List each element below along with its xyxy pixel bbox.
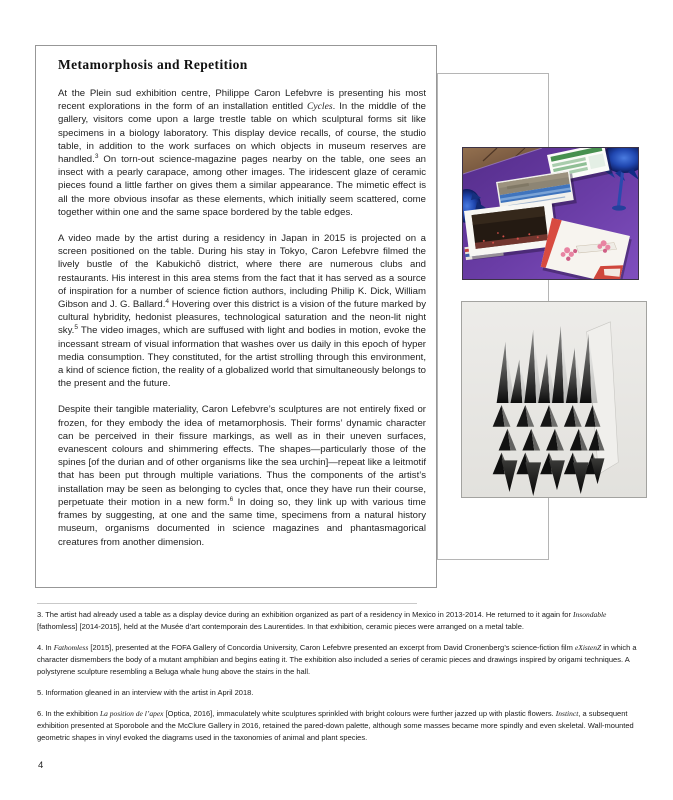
- article-title: Metamorphosis and Repetition: [58, 57, 248, 72]
- page-number: 4: [38, 760, 44, 771]
- article-paragraph-2: A video made by the artist during a residency in Japan in 2015 is projected on a screen positioned on the table. During his stay in Tokyo, Caron Lefebvre filmed the lively bustle of the Kabukichō district, where there are numerous clubs and restaurants. His interest in this area stems from the fact that it has served as a source of inspiration for a number of science fiction authors, including Philip K. Dick, William Gibson and J. G. Ballard.$^4$ Hovering over this district is a vision of the future marked by cultural hybridity, hedonist pleasures, technological saturation and the neon-lit night sky.$^5$ The video images, which are suffused with light and bodies in motion, evoke the incessant stream of visual information that washes over us daily in this epoch of hyper media consumption. They constituted, for the artist strolling through this environment, a kind of science fiction, the reality of a globalized world that simultaneously belongs to the present and the future.: [58, 233, 427, 390]
- footnote-6: 6. In the exhibition La position de l’apex [Optica, 2016], immaculately white sculptures sprinkled with bright colours were further jazzed up with plastic flowers. Instinct, a subsequent exhibition presented at Sporobole and the McClure Gallery in 2016, retained the pared-down palette, although some masses became more spindly and even skeletal. Wall-mounted geometric shapes in vinyl evoked the diagrams used in the taxonomies of animal and plant species.: [37, 709, 634, 742]
- footnote-3: 3. The artist had already used a table as a display device during an exhibition organized as part of a residency in Mexico in 2013-2014. He returned to it again for Insondable [fathomless] [2014-2015], held at the Musée d’art contemporain des Laurentides. In that exhibition, ceramic pieces were arranged on a metal table.: [37, 610, 607, 631]
- origami-drawing-art: [462, 302, 646, 497]
- footnote-5: 5. Information gleaned in an interview with the artist in April 2018.: [37, 688, 254, 697]
- installation-photo: [462, 147, 639, 280]
- article-text-box: [35, 45, 437, 588]
- footnote-4: 4. In Fathomless [2015], presented at the FOFA Gallery of Concordia University, Caron Lefebvre presented an excerpt from David Cronenberg’s science-fiction film eXistenZ in which a character dismembers the body of a mutant amphibian and begins eating it. The exhibition also included a series of ceramic pieces and drawings inspired by origami techniques. A polystyrene sculpture resembling a Beluga whale hung above the stairs in the hall.: [37, 643, 637, 676]
- article-paragraph-3: Despite their tangible materiality, Caron Lefebvre’s sculptures are not entirely fixed or frozen, for they embody the idea of metamorphosis. Their forms’ dynamic character can be perceived in their fissure markings, as well as in their uneven surfaces, evanescent colours and shimmering effects. The shapes—particularly those of the spines [of the durian and of other organisms like the sea urchin]—repeat like a leitmotif that has been put through multiple variations. Thus the components of the artist’s installation may be seen as belonging to cycles that, once they have run their course, perpetuate their motion in a new form.$^6$ In doing so, they link up with various time frames by suggesting, at one and the same time, specimens from a natural history museum, organisms documented in science magazines and phantasmagorical creatures from another dimension.: [58, 404, 426, 548]
- origami-drawing: [461, 301, 647, 498]
- installation-photo-art: [463, 148, 638, 279]
- footnotes: [37, 609, 640, 753]
- article-paragraph-1: At the Plein sud exhibition centre, Philippe Caron Lefebvre is presenting his most recent explorations in the form of an installation entitled Cycles. In the middle of the gallery, visitors come upon a large trestle table on which sculptural forms sit like specimens in a biology laboratory. This display device recalls, of course, the studio table, in addition to the work surfaces on which objects in museum reserves are handled.$^3$ On torn-out science-magazine pages nearby on the table, one sees an insect with a pearly carapace, among other images. The iridescent glaze of ceramic pieces found a little farther on gives them a similar appearance. The mimetic effect is all the more obvious insofar as these elements, which initially seem scattered, come together within one and the same space bordered by the table edges.: [58, 88, 426, 218]
- footnote-separator: [37, 603, 417, 604]
